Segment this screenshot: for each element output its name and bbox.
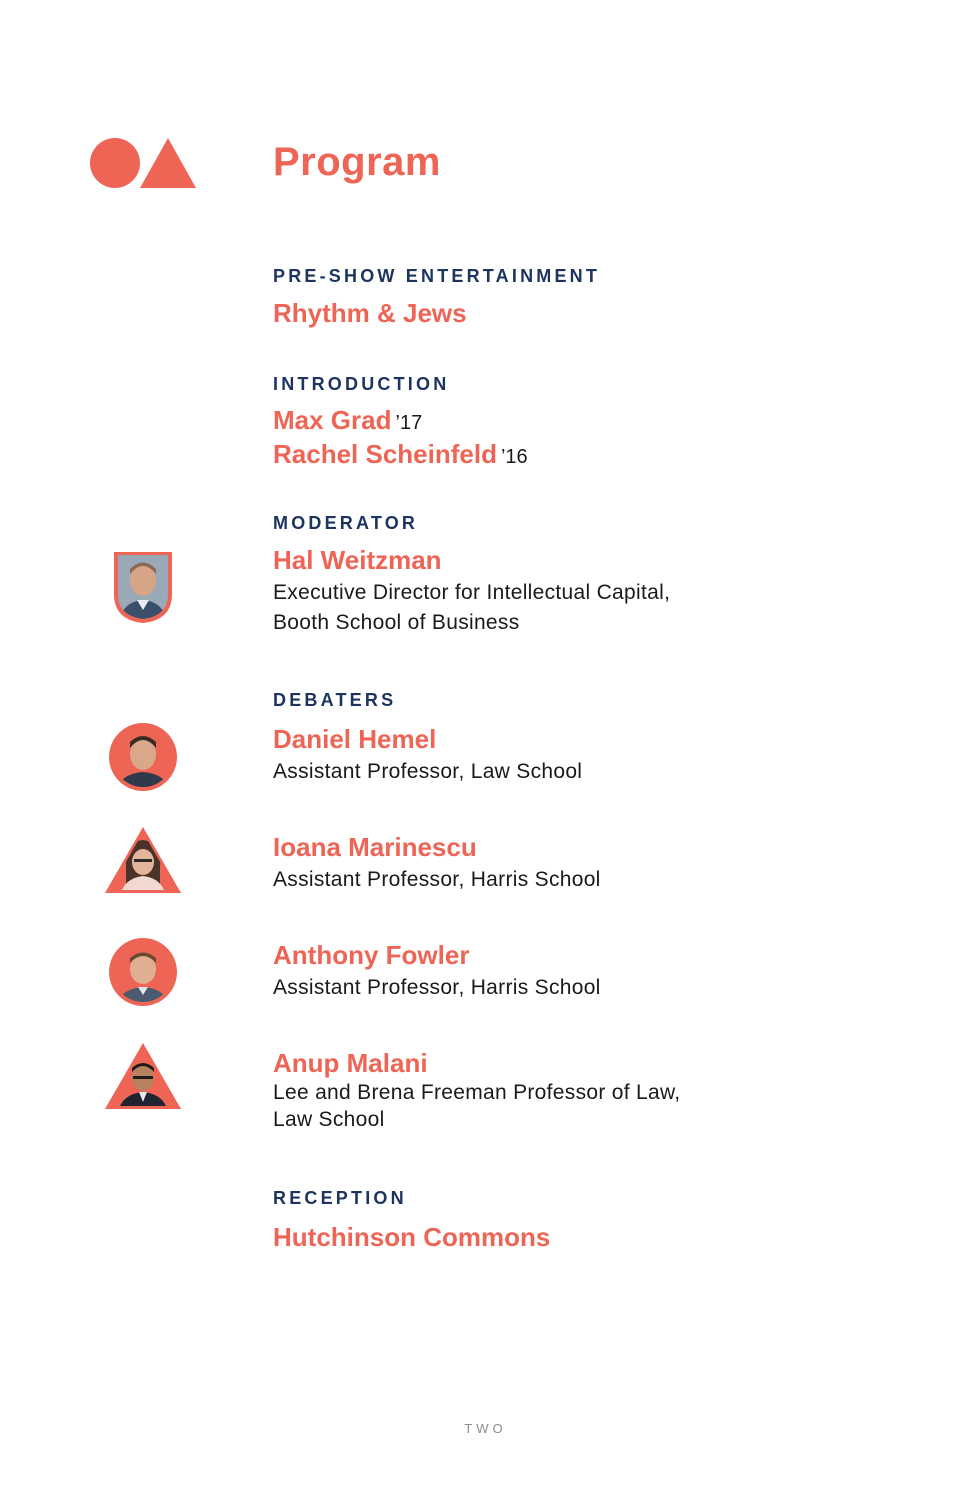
debaters-heading: DEBATERS — [273, 690, 397, 710]
logo-circle-icon — [90, 138, 140, 188]
debater-circle-photo — [108, 722, 178, 792]
debater-role: Assistant Professor, Harris School — [273, 976, 601, 999]
reception-location: Hutchinson Commons — [273, 1222, 551, 1252]
moderator-heading: MODERATOR — [273, 513, 419, 533]
moderator-role-line2: Booth School of Business — [273, 611, 520, 634]
pre-show-performer: Rhythm & Jews — [273, 298, 467, 328]
debater-role-line2: Law School — [273, 1108, 385, 1131]
pre-show-heading: PRE-SHOW ENTERTAINMENT — [273, 266, 601, 286]
logo-triangle-icon — [138, 138, 198, 190]
intro-person-year: ’17 — [395, 412, 423, 434]
debater-name: Daniel Hemel — [273, 724, 437, 754]
intro-person — [273, 405, 422, 436]
introduction-heading: INTRODUCTION — [273, 374, 450, 394]
moderator-role-line1: Executive Director for Intellectual Capital, — [273, 581, 671, 604]
page-number: TWO — [464, 1421, 507, 1436]
intro-person-name: Rachel Scheinfeld — [273, 439, 497, 469]
debater-role: Assistant Professor, Harris School — [273, 868, 601, 891]
intro-person — [273, 439, 528, 470]
debater-role: Assistant Professor, Law School — [273, 760, 583, 783]
debater-name: Anup Malani — [273, 1048, 428, 1078]
debater-triangle-photo — [104, 1042, 182, 1110]
page-title: Program — [273, 140, 441, 184]
intro-person-name: Max Grad — [273, 405, 392, 435]
debater-circle-photo — [108, 937, 178, 1007]
moderator-name: Hal Weitzman — [273, 545, 442, 575]
debater-name: Anthony Fowler — [273, 940, 470, 970]
moderator-shield-photo — [113, 550, 173, 624]
reception-heading: RECEPTION — [273, 1188, 407, 1208]
debater-role-line1: Lee and Brena Freeman Professor of Law, — [273, 1081, 681, 1104]
debater-triangle-photo — [104, 826, 182, 894]
intro-person-year: ’16 — [500, 446, 528, 468]
debater-name: Ioana Marinescu — [273, 832, 477, 862]
